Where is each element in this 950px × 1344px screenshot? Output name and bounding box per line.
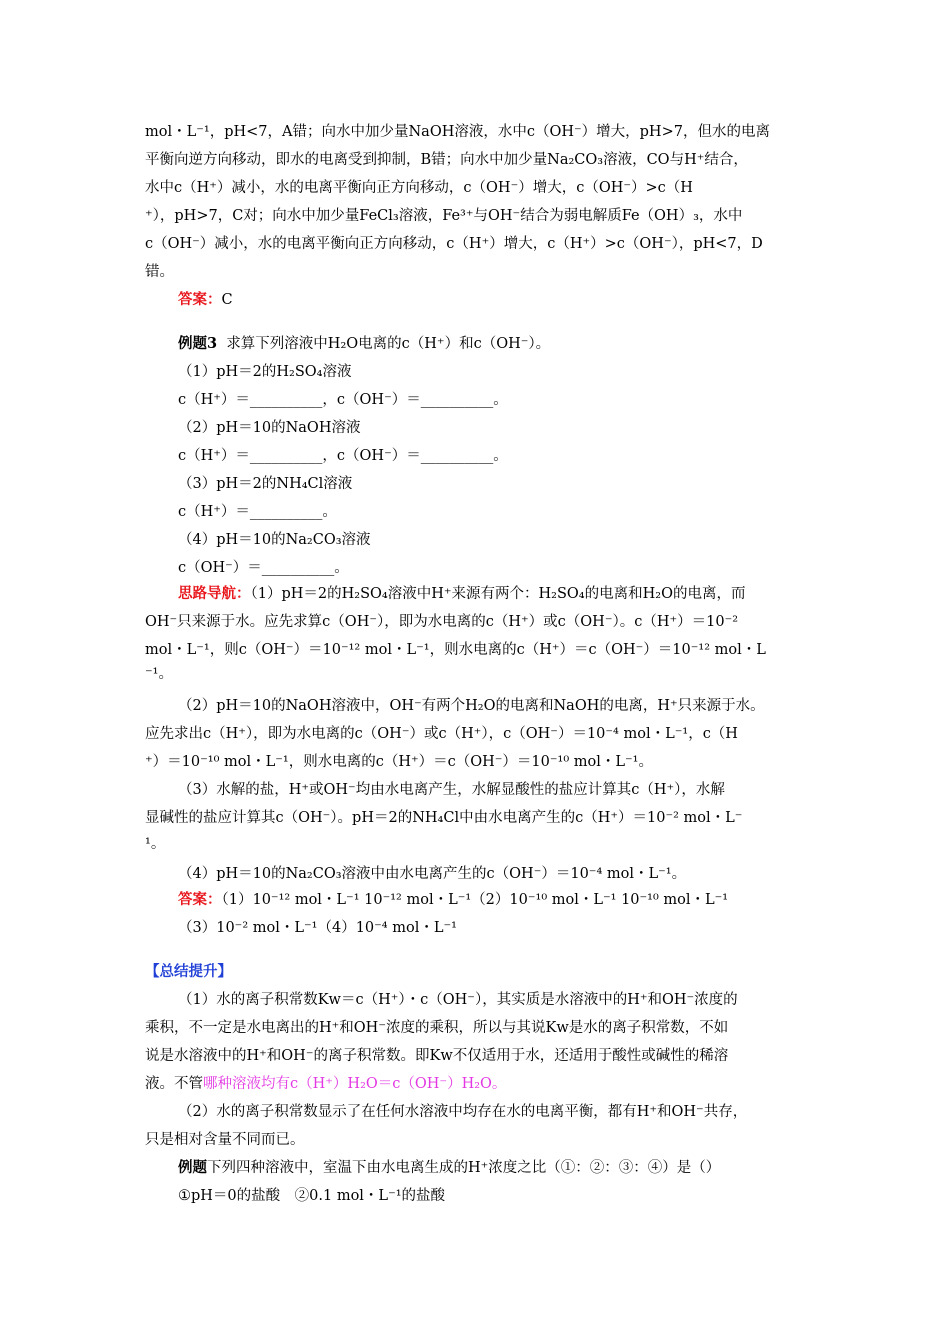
guide-label: 思路导航：	[178, 585, 251, 602]
example-item: c（H⁺）＝__________，c（OH⁻）＝__________。	[178, 448, 508, 464]
example-item: （1）pH＝2的H₂SO₄溶液	[178, 364, 352, 380]
guide-line: 应先求出c（H⁺），即为水电离的c（OH⁻）或c（H⁺），c（OH⁻）＝10⁻⁴ mol・L⁻¹，c（H	[145, 726, 738, 742]
text-line: mol・L⁻¹，pH<7，A错；向水中加少量NaOH溶液，水中c（OH⁻）增大，pH>7，但水的电离	[145, 124, 770, 140]
summary-line: 说是水溶液中的H⁺和OH⁻的离子积常数。即Kw不仅适用于水，还适用于酸性或碱性的稀溶	[145, 1048, 729, 1064]
answer-2-line: （3）10⁻² mol・L⁻¹（4）10⁻⁴ mol・L⁻¹	[178, 920, 457, 936]
summary-heading-text: 【总结提升】	[145, 963, 232, 980]
summary-highlight: 哪种溶液均有c（H⁺）H₂O＝c（OH⁻）H₂O。	[203, 1076, 507, 1092]
answer-2	[178, 890, 858, 910]
guide-line: ⁻¹。	[145, 666, 173, 682]
example-question: 求算下列溶液中H₂O电离的c（H⁺）和c（OH⁻）。	[226, 336, 551, 352]
guide-line: （2）pH＝10的NaOH溶液中，OH⁻有两个H₂O的电离和NaOH的电离，H⁺只来源于水。	[178, 698, 765, 714]
guide-line: （4）pH＝10的Na₂CO₃溶液中由水电离产生的c（OH⁻）＝10⁻⁴ mol・L⁻¹。	[178, 866, 687, 882]
text-line: ⁺），pH>7，C对；向水中加少量FeCl₃溶液，Fe³⁺与OH⁻结合为弱电解质Fe（OH）₃，水中	[145, 208, 743, 224]
guide-text: （1）pH＝2的H₂SO₄溶液中H⁺来源有两个：H₂SO₄的电离和H₂O的电离，而	[250, 586, 746, 602]
summary-line: （1）水的离子积常数Kw＝c（H⁺）・c（OH⁻），其实质是水溶液中的H⁺和OH⁻浓度的	[178, 992, 738, 1008]
example-item: c（H⁺）＝__________。	[178, 504, 337, 520]
example-options: ①pH＝0的盐酸 ②0.1 mol・L⁻¹的盐酸	[178, 1188, 446, 1204]
answer-value: C	[221, 292, 233, 308]
example-label: 例题	[178, 1159, 207, 1176]
example-question: 下列四种溶液中，室温下由水电离生成的H⁺浓度之比（①：②：③：④）是（）	[207, 1160, 721, 1176]
answer-label: 答案：	[178, 891, 222, 908]
example-last-title	[178, 1158, 858, 1178]
example-item: c（OH⁻）＝__________。	[178, 560, 349, 576]
summary-text: 液。不管	[145, 1076, 203, 1092]
answer-value: （1）10⁻¹² mol・L⁻¹ 10⁻¹² mol・L⁻¹（2）10⁻¹⁰ mol・L⁻¹ 10⁻¹⁰ mol・L⁻¹	[221, 892, 729, 908]
guide-line: ⁺）＝10⁻¹⁰ mol・L⁻¹，则水电离的c（H⁺）＝c（OH⁻）＝10⁻¹⁰ mol・L⁻¹。	[145, 754, 653, 770]
example-item: （3）pH＝2的NH₄Cl溶液	[178, 476, 353, 492]
guide-line: （3）水解的盐，H⁺或OH⁻均由水电离产生，水解显酸性的盐应计算其c（H⁺），水解	[178, 782, 725, 798]
summary-line: （2）水的离子积常数显示了在任何水溶液中均存在水的电离平衡，都有H⁺和OH⁻共存，	[178, 1104, 748, 1120]
guide-line: OH⁻只来源于水。应先求算c（OH⁻），即为水电离的c（H⁺）或c（OH⁻）。c（H⁺）＝10⁻²	[145, 614, 739, 630]
guide-line: 显碱性的盐应计算其c（OH⁻）。pH＝2的NH₄Cl中由水电离产生的c（H⁺）＝10⁻² mol・L⁻	[145, 810, 743, 826]
example-item: c（H⁺）＝__________，c（OH⁻）＝__________。	[178, 392, 508, 408]
summary-line: 只是相对含量不同而已。	[145, 1132, 305, 1148]
summary-line	[145, 1074, 825, 1094]
answer-1	[178, 290, 858, 310]
answer-label: 答案：	[178, 291, 222, 308]
example-label: 例题3	[178, 335, 218, 352]
guide-line: mol・L⁻¹，则c（OH⁻）＝10⁻¹² mol・L⁻¹，则水电离的c（H⁺）＝c（OH⁻）＝10⁻¹² mol・L	[145, 642, 766, 658]
example-item: （4）pH＝10的Na₂CO₃溶液	[178, 532, 371, 548]
example-3-title	[178, 334, 858, 354]
example-item: （2）pH＝10的NaOH溶液	[178, 420, 361, 436]
summary-heading	[145, 962, 825, 982]
guide-line	[178, 584, 858, 604]
text-line: c（OH⁻）减小，水的电离平衡向正方向移动，c（H⁺）增大，c（H⁺）>c（OH⁻），pH<7，D	[145, 236, 763, 252]
text-line: 水中c（H⁺）减小，水的电离平衡向正方向移动，c（OH⁻）增大，c（OH⁻）>c（H	[145, 180, 693, 196]
text-line: 错。	[145, 264, 174, 280]
summary-line: 乘积，不一定是水电离出的H⁺和OH⁻浓度的乘积，所以与其说Kw是水的离子积常数，不如	[145, 1020, 729, 1036]
text-line: 平衡向逆方向移动，即水的电离受到抑制，B错；向水中加少量Na₂CO₃溶液，CO与H⁺结合，	[145, 152, 748, 168]
guide-line: ¹。	[145, 836, 166, 852]
